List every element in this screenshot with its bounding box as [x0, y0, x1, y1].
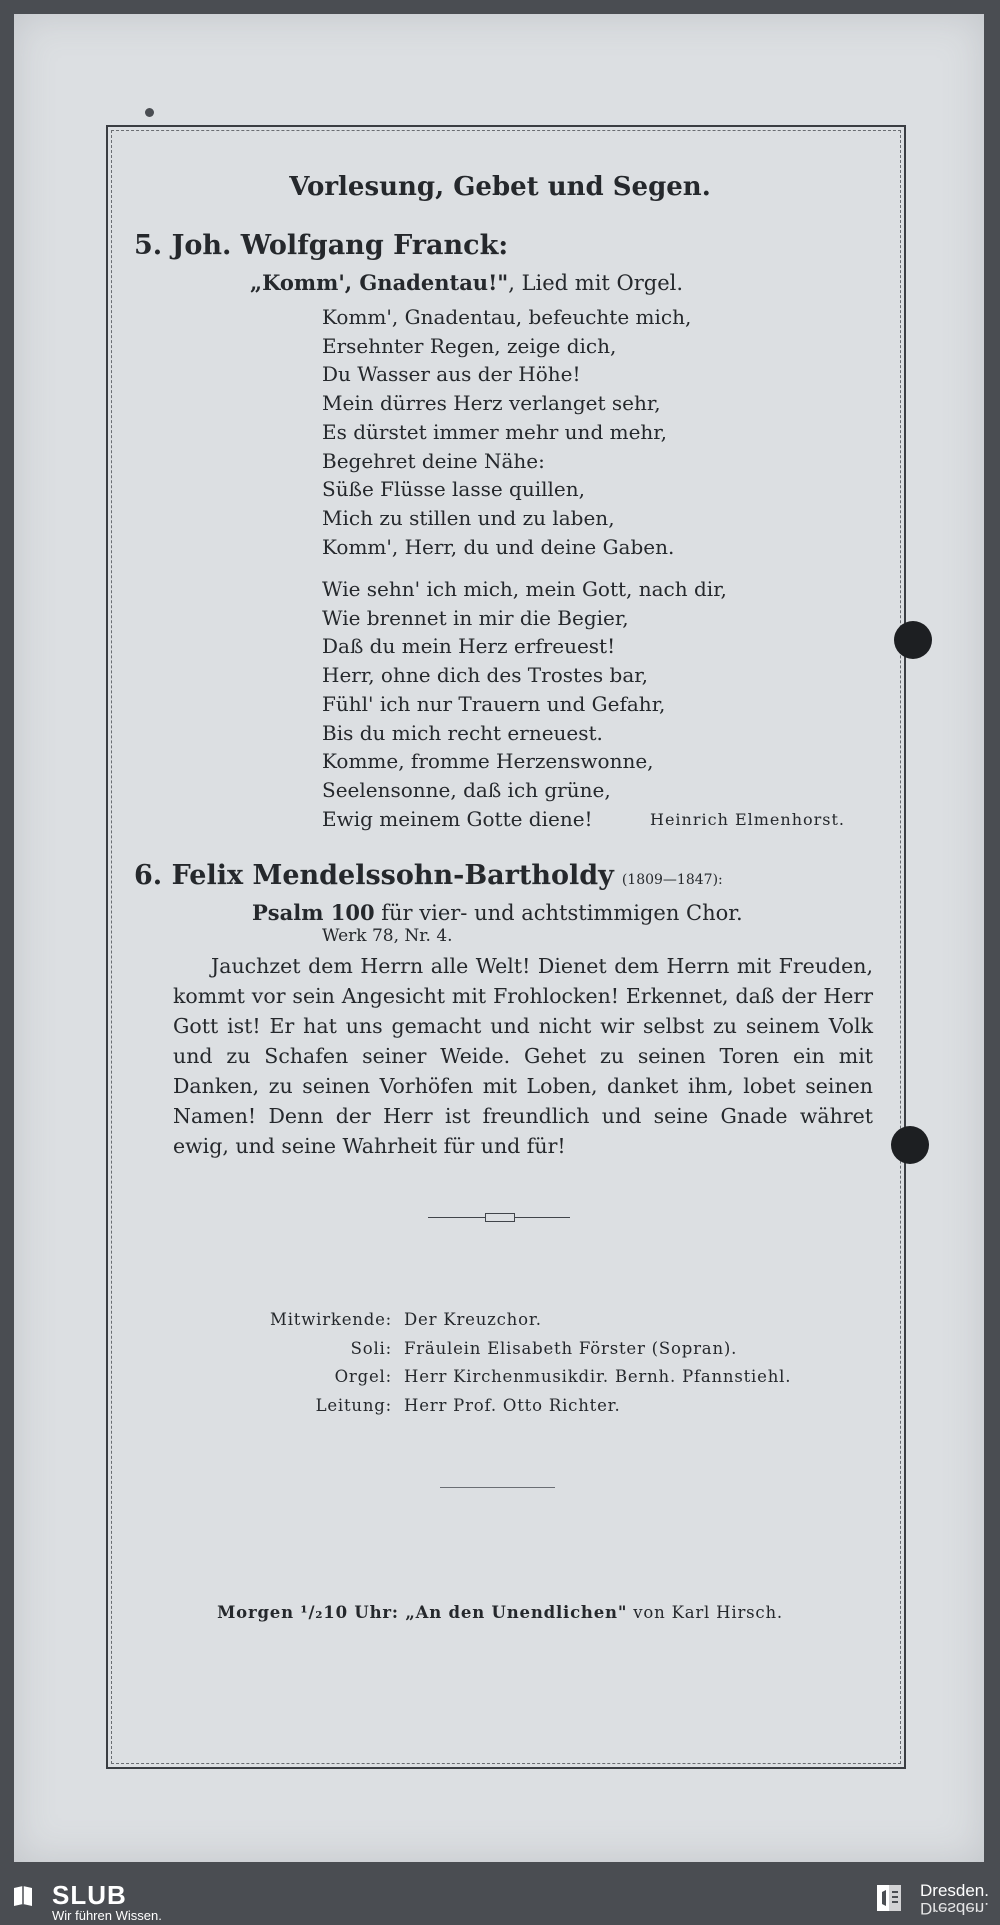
credit-name: Herr Prof. Otto Richter. [404, 1395, 621, 1415]
poem-line: Komme, fromme Herzenswonne, [322, 749, 654, 774]
poem-line: Daß du mein Herz erfreuest! [322, 634, 616, 659]
poem-line: Wie brennet in mir die Begier, [322, 605, 629, 630]
credit-role: Leitung: [315, 1395, 392, 1415]
piece-6-header [134, 860, 723, 891]
poem-line: Bis du mich recht erneuest. [322, 720, 603, 745]
piece-6-subtitle [252, 900, 743, 925]
poem-line: Herr, ohne dich des Trostes bar, [322, 663, 648, 688]
poem-line: Komm', Herr, du und deine Gaben. [322, 534, 675, 559]
lyricist-credit: Heinrich Elmenhorst. [650, 810, 846, 829]
poem-line: Seelensonne, daß ich grüne, [322, 777, 611, 802]
piece-6-title: Psalm 100 [252, 900, 375, 925]
piece-6-opus: Werk 78, Nr. 4. [322, 926, 453, 946]
poem-line: Mein dürres Herz verlanget sehr, [322, 391, 661, 416]
piece-5-number: 5. [134, 230, 163, 261]
credit-row [0, 1306, 791, 1335]
credit-name: Der Kreuzchor. [404, 1310, 542, 1329]
dresden-wordmark: Dresden. [920, 1881, 989, 1900]
poem-line: Begehret deine Nähe: [322, 448, 545, 473]
poem-line: Süße Flüsse lasse quillen, [322, 477, 585, 502]
poem-line: Ersehnter Regen, zeige dich, [322, 333, 617, 358]
credit-row [0, 1392, 791, 1421]
poem-line: Fühl' ich nur Trauern und Gefahr, [322, 691, 666, 716]
short-divider [440, 1487, 555, 1488]
poem-line: Du Wasser aus der Höhe! [322, 362, 581, 387]
piece-5-header [134, 230, 508, 261]
poem-line: Ewig meinem Gotte diene! [322, 806, 593, 831]
dresden-wordmark-mirror: Dresden. [920, 1899, 989, 1918]
credit-role: Soli: [350, 1338, 392, 1358]
next-event-time: Morgen ¹/₂10 Uhr: [217, 1603, 406, 1622]
slub-book-icon[interactable] [12, 1884, 34, 1908]
psalm-text: Jauchzet dem Herrn alle Welt! Dienet dem Herrn mit Freuden, kommt vor sein Angesicht mit Frohlocken! Erkennet, daß der Herr Gott ist! Er hat uns gemacht und nicht wir selbst zu seinem Volk und zu Schafen seiner Weide. Gehet zu seinen Toren ein mit Danken, zu seinen Vorhöfen mit Loben, danket ihm, lobet seinen Namen! Denn der Herr ist freundlich und seine Gnade währet ewig, und seine Wahrheit für und für! [173, 954, 873, 1158]
paper-speck [145, 108, 154, 117]
poem-line: Es dürstet immer mehr und mehr, [322, 419, 667, 444]
next-event-title: „An den Unendlichen" [405, 1603, 628, 1622]
section-heading: Vorlesung, Gebet und Segen. [289, 172, 711, 202]
credit-name: Fräulein Elisabeth Förster (Sopran). [404, 1338, 738, 1358]
piece-5-description: , Lied mit Orgel. [508, 271, 684, 295]
credit-row [0, 1335, 791, 1364]
next-event-note [0, 1603, 1000, 1622]
punch-hole-lower [891, 1126, 929, 1164]
slub-tagline: Wir führen Wissen. [52, 1908, 162, 1923]
credit-role: Orgel: [334, 1367, 392, 1386]
poem-stanza-1 [322, 303, 691, 561]
poem-stanza-2 [322, 575, 727, 833]
piece-6-description: für vier- und achtstimmigen Chor. [374, 901, 743, 925]
performers-credits [0, 1306, 791, 1420]
piece-5-title: „Komm', Gnadentau!" [250, 270, 509, 295]
dresden-crest-icon [876, 1884, 902, 1912]
next-event-composer: von Karl Hirsch. [627, 1603, 783, 1622]
ornamental-divider-center [485, 1213, 515, 1222]
viewer-footer-bar [0, 1876, 1000, 1925]
slub-logo-text[interactable]: SLUB [52, 1880, 127, 1910]
poem-line: Komm', Gnadentau, befeuchte mich, [322, 305, 692, 329]
piece-6-dates: (1809—1847): [621, 872, 723, 888]
punch-hole-upper [894, 621, 932, 659]
piece-5-composer: Joh. Wolfgang Franck: [171, 230, 509, 261]
credit-row [0, 1363, 791, 1392]
poem-line: Mich zu stillen und zu laben, [322, 505, 615, 530]
piece-6-composer: Felix Mendelssohn-Bartholdy [171, 860, 614, 891]
poem-line: Wie sehn' ich mich, mein Gott, nach dir, [322, 577, 727, 601]
piece-6-number: 6. [134, 860, 163, 891]
credit-role: Mitwirkende: [270, 1310, 392, 1329]
piece-5-subtitle [250, 270, 683, 295]
credit-name: Herr Kirchenmusikdir. Bernh. Pfannstiehl. [404, 1367, 792, 1386]
